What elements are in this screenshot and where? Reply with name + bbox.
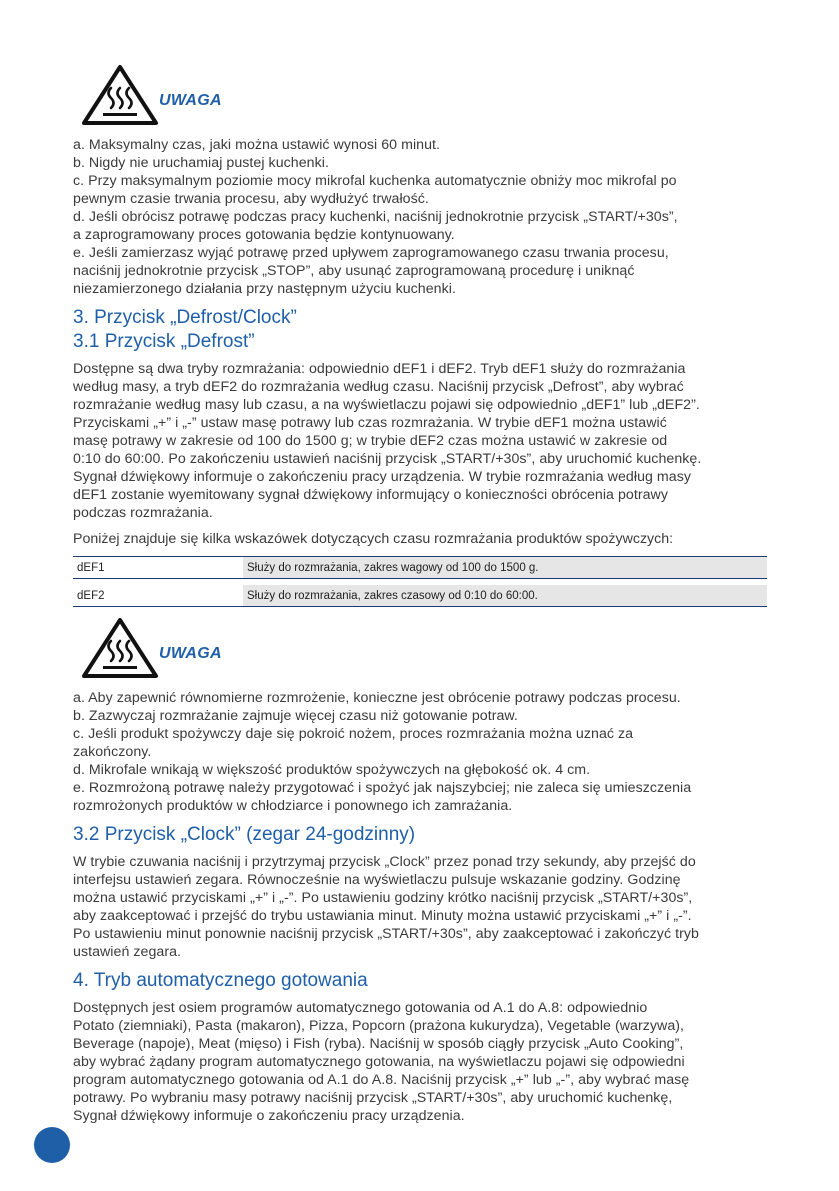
paragraph-line: podczas rozmrażania. xyxy=(73,505,213,521)
warning-list-2 xyxy=(73,689,767,815)
section-3-heading: 3. Przycisk „Defrost/Clock” xyxy=(73,307,297,328)
warning-block xyxy=(73,617,767,685)
warning-line: a zaprogramowany proces gotowania będzie kontynuowany. xyxy=(73,227,455,243)
paragraph-line: aby zaakceptować i przejść do trybu ustawiania minut. Minuty można ustawić przyciskami „+” i „-”. xyxy=(73,908,692,924)
paragraph-line: dEF1 zostanie wyemitowany sygnał dźwiękowy informujący o konieczności obrócenia potrawy xyxy=(73,487,668,503)
paragraph-line: 0:10 do 60:00. Po zakończeniu ustawień naciśnij przycisk „START/+30s”, aby uruchomić kuchenkę. xyxy=(73,451,702,467)
section-3-2-heading: 3.2 Przycisk „Clock” (zegar 24-godzinny) xyxy=(73,824,416,845)
paragraph-line: Przyciskami „+” i „-” ustaw masę potrawy lub czas rozmrażania. W trybie dEF1 można ustawić xyxy=(73,415,667,431)
paragraph-line: Sygnał dźwiękowy informuje o zakończeniu pracy urządzenia. W trybie rozmrażania według masy xyxy=(73,469,692,485)
paragraph-line: Beverage (napoje), Meat (mięso) i Fish (ryba). Naciśnij w sposób ciągły przycisk „Auto Cooking”, xyxy=(73,1036,684,1052)
warning-line: e. Rozmrożoną potrawę należy przygotować i spożyć jak najszybciej; nie zaleca się umieszczenia xyxy=(73,780,692,796)
warning-line: e. Jeśli zamierzasz wyjąć potrawę przed upływem zaprogramowanego czasu trwania procesu, xyxy=(73,245,669,261)
page-marker-circle xyxy=(34,1127,70,1163)
warning-line: a. Aby zapewnić równomierne rozmrożenie, konieczne jest obrócenie potrawy podczas procesu. xyxy=(73,690,681,706)
defrost-description xyxy=(73,360,767,522)
warning-line: rozmrożonych produktów w chłodziarce i ponownego ich zamrażania. xyxy=(73,798,513,814)
section-4-heading: 4. Tryb automatycznego gotowania xyxy=(73,970,368,991)
warning-line: naciśnij jednokrotnie przycisk „STOP”, aby usunąć zaprogramowaną procedurę i uniknąć xyxy=(73,263,635,279)
section-3-1-heading: 3.1 Przycisk „Defrost” xyxy=(73,331,255,352)
warning-line: niezamierzonego działania przy następnym użyciu kuchenki. xyxy=(73,281,456,297)
paragraph-line: Potato (ziemniaki), Pasta (makaron), Pizza, Popcorn (prażona kukurydza), Vegetable (warzywa), xyxy=(73,1018,685,1034)
clock-description xyxy=(73,853,767,961)
auto-cooking-description xyxy=(73,999,767,1125)
table-cell-mode: dEF2 xyxy=(73,585,243,607)
warning-line: zakończony. xyxy=(73,744,152,760)
warning-title: UWAGA xyxy=(159,645,222,662)
warning-line: d. Jeśli obrócisz potrawę podczas pracy kuchenki, naciśnij jednokrotnie przycisk „START/+30s”, xyxy=(73,209,678,225)
table-cell-desc: Służy do rozmrażania, zakres wagowy od 100 do 1500 g. xyxy=(243,557,767,579)
paragraph-line: interfejsu ustawień zegara. Równocześnie na wyświetlaczu pulsuje wskazanie godziny. Godzinę xyxy=(73,872,681,888)
table-row xyxy=(73,557,767,579)
document-page xyxy=(73,64,767,1125)
paragraph-line: aby wybrać żądany program automatycznego gotowania, na wyświetlaczu pojawi się odpowiedni xyxy=(73,1054,685,1070)
warning-line: pewnym czasie trwania procesu, aby wydłużyć trwałość. xyxy=(73,191,429,207)
warning-title: UWAGA xyxy=(159,92,222,109)
warning-line: c. Przy maksymalnym poziomie mocy mikrofal kuchenka automatycznie obniży moc mikrofal po xyxy=(73,173,677,189)
paragraph-line: potrawy. Po wybraniu masy potrawy naciśnij przycisk „START/+30s”, aby uruchomić kuchenkę, xyxy=(73,1090,673,1106)
warning-line: d. Mikrofale wnikają w większość produktów spożywczych na głębokość ok. 4 cm. xyxy=(73,762,591,778)
table-cell-mode: dEF1 xyxy=(73,557,243,579)
warning-line: b. Nigdy nie uruchamiaj pustej kuchenki. xyxy=(73,155,329,171)
table-intro: Poniżej znajduje się kilka wskazówek dotyczących czasu rozmrażania produktów spożywczych: xyxy=(73,531,674,547)
table-cell-desc: Służy do rozmrażania, zakres czasowy od 0:10 do 60:00. xyxy=(243,585,767,607)
hot-surface-warning-icon xyxy=(81,617,159,679)
paragraph-line: masę potrawy w zakresie od 100 do 1500 g; w trybie dEF2 czas można ustawić w zakresie od xyxy=(73,433,668,449)
defrost-table xyxy=(73,556,767,607)
paragraph-line: rozmrażanie według masy lub czasu, a na wyświetlaczu pojawi się odpowiednio „dEF1” lub „dEF2”. xyxy=(73,397,700,413)
paragraph-line: Dostępnych jest osiem programów automatycznego gotowania od A.1 do A.8: odpowiednio xyxy=(73,1000,648,1016)
paragraph-line: według masy, a tryb dEF2 do rozmrażania według czasu. Naciśnij przycisk „Defrost”, aby wybrać xyxy=(73,379,684,395)
paragraph-line: ustawień zegara. xyxy=(73,944,182,960)
warning-line: c. Jeśli produkt spożywczy daje się pokroić nożem, proces rozmrażania można uznać za xyxy=(73,726,634,742)
paragraph-line: Po ustawieniu minut ponownie naciśnij przycisk „START/+30s”, aby zaakceptować i zakończyć tryb xyxy=(73,926,699,942)
paragraph-line: program automatycznego gotowania od A.1 do A.8. Naciśnij przycisk „+” lub „-”, aby wybrać masę xyxy=(73,1072,690,1088)
paragraph-line: można ustawić przyciskami „+” i „-”. Po ustawieniu godziny krótko naciśnij przycisk „START/+30s”, xyxy=(73,890,693,906)
paragraph-line: W trybie czuwania naciśnij i przytrzymaj przycisk „Clock” przez ponad trzy sekundy, aby przejść do xyxy=(73,854,696,870)
paragraph-line: Sygnał dźwiękowy informuje o zakończeniu pracy urządzenia. xyxy=(73,1108,465,1124)
warning-line: a. Maksymalny czas, jaki można ustawić wynosi 60 minut. xyxy=(73,137,441,153)
table-row xyxy=(73,585,767,607)
warning-line: b. Zazwyczaj rozmrażanie zajmuje więcej czasu niż gotowanie potraw. xyxy=(73,708,518,724)
warning-list-1 xyxy=(73,136,767,298)
hot-surface-warning-icon xyxy=(81,64,159,126)
warning-block xyxy=(73,64,767,132)
paragraph-line: Dostępne są dwa tryby rozmrażania: odpowiednio dEF1 i dEF2. Tryb dEF1 służy do rozmrażania xyxy=(73,361,686,377)
